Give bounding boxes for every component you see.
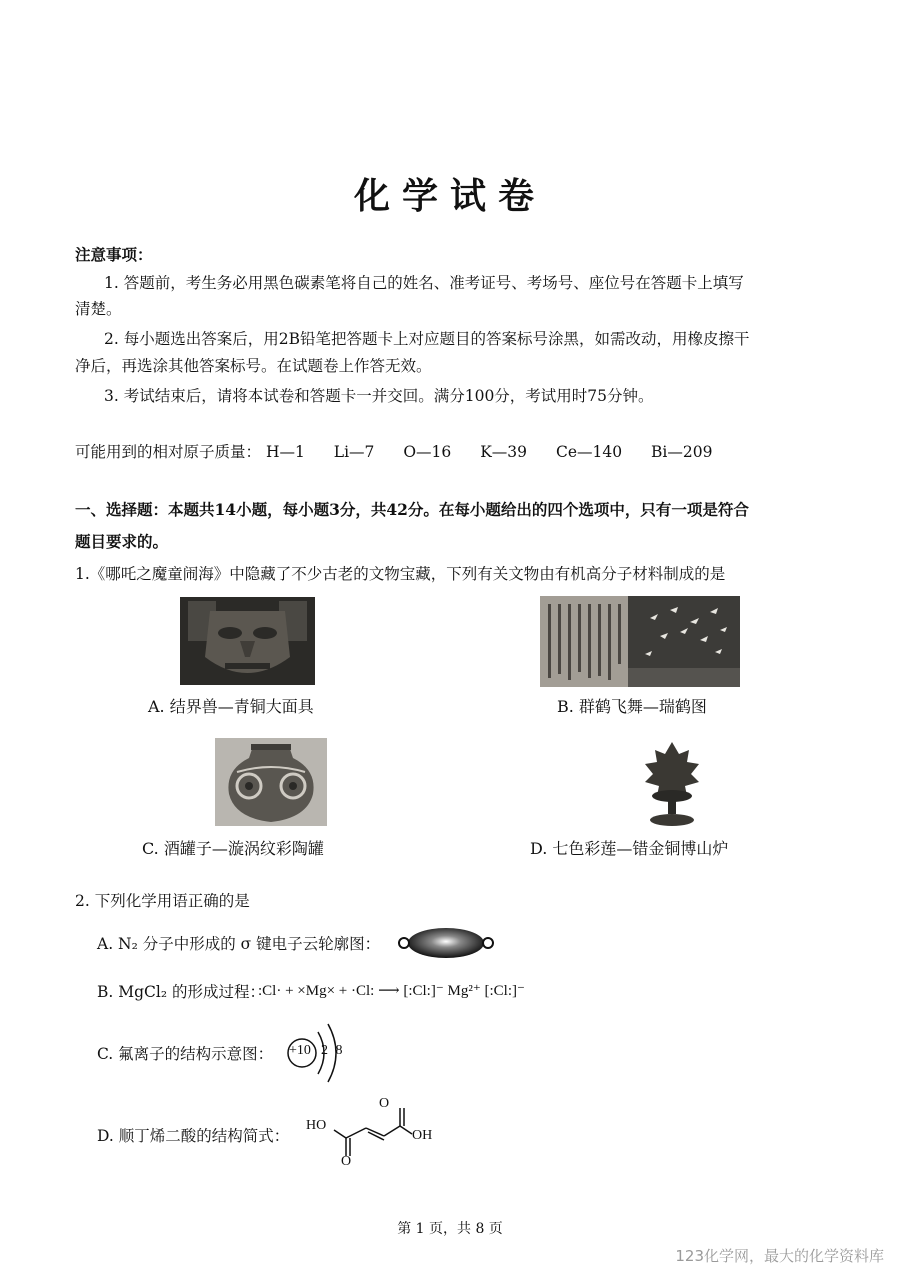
cranes-painting-image	[540, 596, 740, 687]
sigma-bond-electron-cloud-diagram	[396, 925, 496, 961]
atomic-mass-k: K—39	[480, 443, 528, 461]
notice-item-1-line-1: 1. 答题前，考生务必用黑色碳素笔将自己的姓名、准考证号、考场号、座位号在答题卡上填写	[104, 274, 744, 292]
carbonyl-oxygen-bottom-label: O	[341, 1154, 352, 1169]
question-2-option-a: A. N₂ 分子中形成的 σ 键电子云轮廓图：	[97, 935, 381, 953]
atomic-mass-bi: Bi—209	[651, 443, 713, 461]
notice-item-1-line-2: 清楚。	[75, 300, 122, 318]
atomic-mass-o: O—16	[403, 443, 452, 461]
hydroxyl-left-label: HO	[306, 1118, 327, 1133]
mgcl2-formation-equation: :Cl· + ×Mg× + ·Cl: ⟶ [:Cl:]⁻ Mg²⁺ [:Cl:]⁻	[258, 983, 525, 999]
notice-heading: 注意事项：	[75, 245, 153, 264]
section-1-line-1: 一、选择题：本题共14小题，每小题3分，共42分。在每小题给出的四个选项中，只有一项是符合	[75, 500, 749, 519]
fluoride-shell-electrons: 2 8	[321, 1043, 345, 1058]
pottery-jar-image	[215, 738, 327, 826]
notice-item-2-line-2: 净后，再选涂其他答案标号。在试题卷上作答无效。	[75, 357, 432, 375]
question-2-option-c: C. 氟离子的结构示意图：	[97, 1045, 274, 1063]
notice-item-3: 3. 考试结束后，请将本试卷和答题卡一并交回。满分100分，考试用时75分钟。	[104, 387, 654, 405]
question-1-option-a: A. 结界兽—青铜大面具	[148, 697, 314, 716]
carbonyl-oxygen-top-label: O	[379, 1096, 390, 1111]
incense-burner-image	[635, 738, 710, 830]
bronze-mask-image	[180, 597, 315, 685]
page-title: 化学试卷	[353, 175, 546, 217]
page-number-footer: 第 1 页，共 8 页	[397, 1221, 503, 1237]
question-2-option-b: B. MgCl₂ 的形成过程：	[97, 983, 265, 1001]
section-1-line-2: 题目要求的。	[75, 532, 169, 551]
question-1-stem: 1.《哪吒之魔童闹海》中隐藏了不少古老的文物宝藏，下列有关文物由有机高分子材料制成的是	[75, 565, 726, 583]
fluoride-nucleus-label: +10	[289, 1043, 311, 1058]
atomic-masses-label: 可能用到的相对原子质量：	[75, 443, 262, 461]
atomic-mass-ce: Ce—140	[555, 443, 623, 461]
question-1-option-b: B. 群鹤飞舞—瑞鹤图	[557, 697, 707, 716]
atomic-mass-h: H—1	[265, 443, 305, 461]
notice-item-2-line-1: 2. 每小题选出答案后，用2B铅笔把答题卡上对应题目的答案标号涂黑，如需改动，用橡皮擦干	[104, 330, 750, 348]
hydroxyl-right-label: OH	[412, 1128, 433, 1143]
question-1-option-d: D. 七色彩莲—错金铜博山炉	[530, 839, 729, 858]
atomic-mass-li: Li—7	[333, 443, 375, 461]
question-1-option-c: C. 酒罐子—漩涡纹彩陶罐	[142, 839, 324, 858]
question-2-stem: 2. 下列化学用语正确的是	[75, 892, 250, 910]
question-2-option-d: D. 顺丁烯二酸的结构简式：	[97, 1127, 290, 1145]
watermark-text: 123化学网，最大的化学资料库	[675, 1247, 884, 1265]
atomic-masses	[75, 441, 712, 463]
